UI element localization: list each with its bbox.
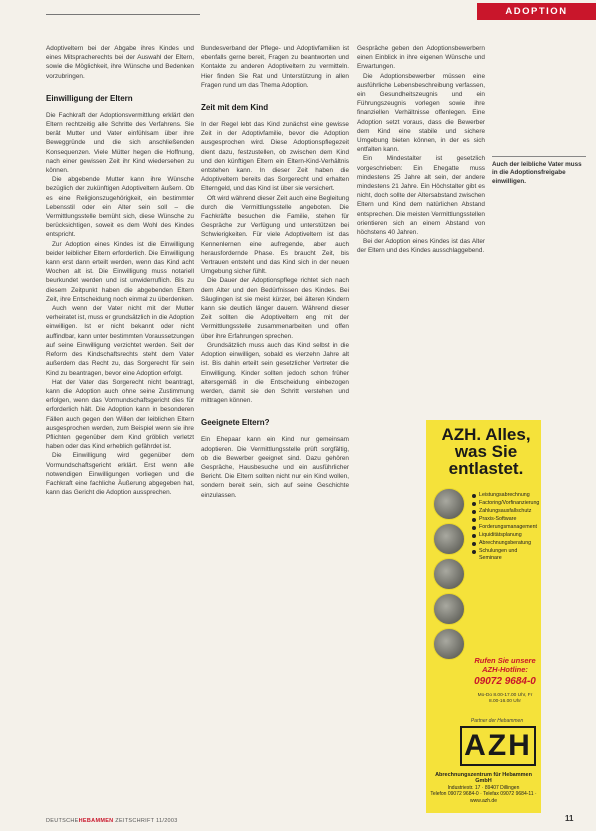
ad-hotline-label: Rufen Sie unsere AZH-Hotline: [474, 656, 536, 674]
page-number: 11 [565, 814, 574, 823]
paragraph: Die Dauer der Adoptionspflege richtet sich nach dem Alter und den Bedürfnissen des Kindes. Bei Säuglingen ist sie meist kürzer, bei älteren Kindern kann sie deutlich länger dauern. Während dieser Zeit sollten die Adoptiveltern eng mit der Vermittlungsstelle zusammenarbeiten und offen über ihre Erfahrungen sprechen. [201, 277, 349, 340]
paragraph: Zur Adoption eines Kindes ist die Einwilligung beider leiblicher Eltern erforderlich. Die Einwilligung kann erst dann erteilt werden, wenn das Kind acht Wochen alt ist. Die Einwilligung muss notariell beurkundet werden und ist unwiderruflich. Bis zu diesem Zeitpunkt haben die abgebenden Eltern Zeit, ihre Entscheidung noch einmal zu überdenken. [46, 240, 194, 303]
section-tab: ADOPTION [477, 3, 596, 20]
ad-contact: Telefon 09072 9684-0 · Telefax 09072 9684-11 · www.azh.de [430, 791, 537, 804]
pull-quote: Auch der leibliche Vater muss in die Adoptionsfreigabe einwilligen. [492, 156, 586, 186]
article-column-1 [46, 44, 194, 816]
subheading-geeignete-eltern: Geeignete Eltern? [201, 418, 270, 428]
azh-advertisement[interactable] [426, 420, 541, 813]
paragraph: Gespräche geben den Adoptionsbewerbern einen Einblick in ihre eigenen Wünsche und Erwartungen. [357, 45, 485, 71]
ad-photo-strip [429, 488, 469, 664]
ad-photo [433, 523, 465, 555]
ad-feature: Schulungen und Seminare [472, 548, 538, 562]
ad-footer [430, 772, 537, 804]
paragraph: Adoptiveltern bei der Abgabe ihres Kindes und eines Mitspracherechts bei der Auswahl der Eltern, sowie die Möglichkeit, ihre Wünsche und Bedenken vorzubringen. [46, 45, 194, 80]
ad-feature: Praxis-Software [472, 516, 538, 523]
ad-photo [433, 628, 465, 660]
top-rule [46, 14, 200, 15]
article-column-3 [357, 44, 485, 374]
paragraph: Bundesverband der Pflege- und Adoptivfamilien ist ebenfalls gerne bereit, Fragen zu beantworten und Kontakte zu anderen Adoptiveltern zu vermitteln. Hier finden Sie Rat und Unterstützung in allen Fragen rund um das Thema Adoption. [201, 45, 349, 89]
paragraph: Die Einwilligung wird gegenüber dem Vormundschaftsgericht erklärt. Erst wenn alle notwendigen Einwilligungen vorliegen und die Fachkraft eine fachliche Äußerung abgegeben hat, kann das Gericht die Adoption aussprechen. [46, 452, 194, 497]
ad-feature: Liquiditätsplanung [472, 532, 538, 539]
article-column-2 [201, 44, 349, 816]
footer-issue: ZEITSCHRIFT 11/2003 [115, 818, 178, 824]
paragraph: Ein Ehepaar kann ein Kind nur gemeinsam adoptieren. Die Vermittlungsstelle prüft sorgfältig, ob die Bewerber geeignet sind. Dazu gehören Gespräche, Hausbesuche und ein ausführlicher Bericht. Die Eltern sollten nicht nur ein Kind wollen, sondern bereit sein, sich auf seine Geschichte einzulassen. [201, 436, 349, 499]
paragraph: Hat der Vater das Sorgerecht nicht beantragt, kann die Adoption auch ohne seine Zustimmung erfolgen, wenn das Vormundschaftsgericht dies für erforderlich hält. Die Adoption kann in besonderen Fällen auch gegen den Willen der leiblichen Eltern ausgesprochen werden, zum Beispiel wenn sie ihre Pflichten gegenüber dem Kind gröblich verletzt haben oder das Kind erheblich gefährdet ist. [46, 378, 194, 451]
ad-feature: Leistungsabrechnung [472, 492, 538, 499]
ad-feature: Factoring/Vorfinanzierung [472, 500, 538, 507]
ad-phone-number[interactable]: 09072 9684-0 [474, 676, 536, 687]
footer-prefix: DEUTSCHE [46, 818, 79, 824]
paragraph: Die Adoptionsbewerber müssen eine ausführliche Lebensbeschreibung verfassen, ein Gesundheitszeugnis und ein Führungszeugnis vorlegen sowie ihre finanziellen Verhältnisse offenlegen. Eine Adoption setzt voraus, dass die Bewerber dem Kind eine stabile und sichere Umgebung bieten können, in der es sich entfalten kann. [357, 72, 485, 154]
paragraph: Oft wird während dieser Zeit auch eine Begleitung durch die Vermittlungsstelle angeboten. Die Fachkräfte besuchen die Familie, stehen für Gespräche zur Verfügung und unterstützen bei Schwierigkeiten. Für viele Adoptiveltern ist das Kennenlernen eine aufregende, aber auch herausfordernde Phase. Es braucht Zeit, bis Vertrauen entsteht und das Kind sich in der neuen Umgebung sicher fühlt. [201, 194, 349, 276]
ad-headline: AZH. Alles, was Sie entlastet. [441, 425, 531, 478]
ad-photo [433, 558, 465, 590]
ad-feature: Abrechnungsberatung [472, 540, 538, 547]
paragraph: In der Regel lebt das Kind zunächst eine gewisse Zeit in der Adoptivfamilie, bevor die Adoption ausgesprochen wird. Diese Adoptionspflegezeit dient dazu, festzustellen, ob zwischen dem Kind und den künftigen Eltern ein Eltern-Kind-Verhältnis entstehen kann. In dieser Zeit haben die Adoptiveltern bereits das Sorgerecht und erhalten Elterngeld, und das Kind ist über sie versichert. [201, 121, 349, 193]
subheading-einwilligung: Einwilligung der Eltern [46, 93, 133, 103]
paragraph: Ein Mindestalter ist gesetzlich vorgeschrieben: Ein Ehegatte muss mindestens 25 Jahre alt sein, der andere mindestens 21 Jahre. Ein Höchstalter gibt es nicht, doch sollte der Altersabstand zwischen Eltern und Kind dem natürlichen Abstand entsprechen. Die meisten Vermittlungsstellen orientieren sich an einem Abstand von höchstens 40 Jahren. [357, 155, 485, 237]
ad-feature: Zahlungsausfallschutz [472, 508, 538, 515]
magazine-footer [46, 818, 178, 824]
azh-logo: AZH [460, 726, 536, 766]
paragraph: Die abgebende Mutter kann ihre Wünsche bezüglich der zukünftigen Adoptiveltern äußern. Ob es eine Religionszugehörigkeit, ein bestimmter Lebensstil oder ein Alter sein soll – die Vermittlungsstelle bemüht sich, diese Wünsche zu berücksichtigen, soweit es dem Wohl des Kindes entspricht. [46, 176, 194, 239]
ad-address: Industriestr. 17 · 89407 Dillingen [447, 784, 520, 791]
ad-company: Abrechnungszentrum für Hebammen GmbH [435, 772, 532, 785]
ad-photo [433, 488, 465, 520]
paragraph: Grundsätzlich muss auch das Kind selbst in die Adoption einwilligen, sobald es vierzehn Jahre alt ist. Bis dahin erteilt sein gesetzlicher Vertreter die Einwilligung. Kinder sollten jedoch schon früher altersgemäß in die Entscheidung einbezogen werden, damit sie den Schritt verstehen und mittragen können. [201, 341, 349, 405]
footer-brand: HEBAMMEN [78, 818, 114, 824]
paragraph: Bei der Adoption eines Kindes ist das Alter der Eltern und des Kindes ausschlaggebend. [357, 238, 485, 255]
ad-feature-list [472, 492, 538, 563]
paragraph: Auch wenn der Vater nicht mit der Mutter verheiratet ist, muss er grundsätzlich in die Adoption einwilligen. Ist er nicht bekannt oder nicht auffindbar, kann unter bestimmten Voraussetzungen auf seine Einwilligung verzichtet werden. Seit der Reform des Kindschaftsrechts steht dem Vater außerdem das Recht zu, das Sorgerecht für sein Kind zu beantragen, bevor eine Adoption erfolgt. [46, 305, 194, 377]
ad-partner-tagline: Partner der Hebammen [470, 718, 524, 724]
paragraph: Die Fachkraft der Adoptionsvermittlung erklärt den Eltern rechtzeitig alle Schritte des Verfahrens. Sie berät Mutter und Vater einfühlsam über ihre Beweggründe und die sich anschließenden Konsequenzen. Viele Mütter hegen die Hoffnung, nach einer gewissen Zeit ihr Kind wiedersehen zu können. [46, 111, 194, 175]
ad-photo [433, 593, 465, 625]
ad-feature: Forderungsmanagement [472, 524, 538, 531]
subheading-zeit-mit-dem-kind: Zeit mit dem Kind [201, 103, 269, 113]
ad-hours: Mo-Do 8.00-17.00 Uhr, Fr 8.00-16.00 Uhr [477, 693, 533, 704]
